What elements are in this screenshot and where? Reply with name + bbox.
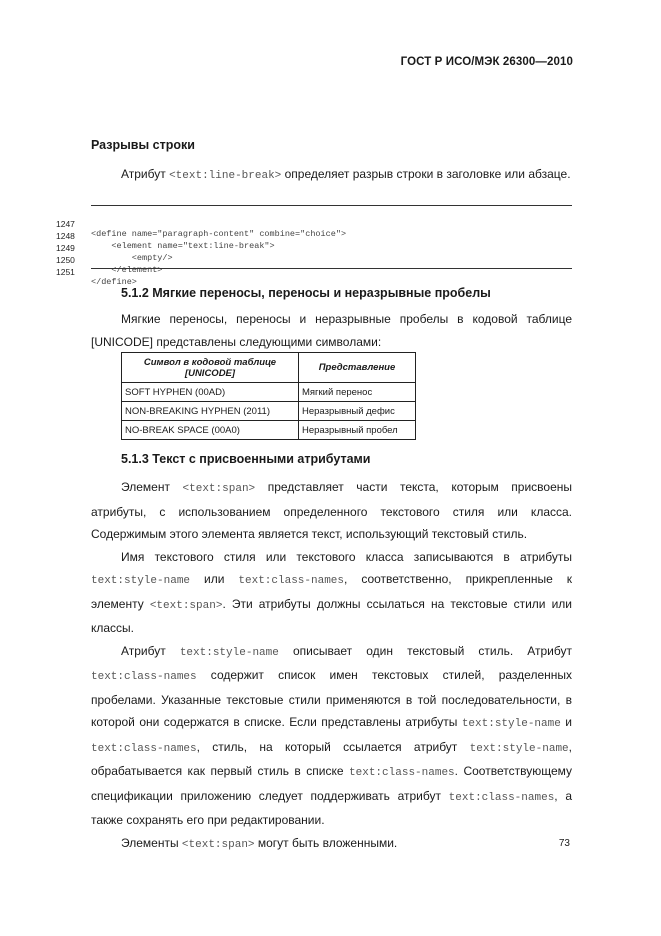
table-cell-symbol: SOFT HYPHEN (00AD) [122, 383, 299, 402]
text-span: , стиль, на который ссылается атрибут [196, 739, 470, 754]
code-inline: text:style-name [179, 646, 279, 659]
table-header-symbol: Символ в кодовой таблице [UNICODE] [122, 353, 299, 383]
paragraph-hyphens-intro [91, 308, 572, 353]
paragraph-style-names [91, 546, 572, 640]
code-inline: <text:span> [181, 838, 255, 851]
text-span: Атрибут [121, 643, 180, 658]
code-inline: text:class-names [91, 742, 197, 755]
text-span: , а также сохранять его при редактировании. [91, 788, 572, 827]
text-span: или [190, 572, 239, 586]
text-span: Атрибут [121, 167, 170, 181]
line-number: 1247 [56, 219, 75, 229]
code-bottom-rule [91, 268, 572, 269]
text-span: могут быть вложенными. [254, 835, 398, 850]
text-span: Элементы [121, 835, 182, 850]
paragraph-span-intro [91, 476, 572, 546]
text-span: . Соответствующему спецификации приложению следует поддерживать атрибут [91, 764, 572, 803]
paragraph-line-break-intro [91, 163, 572, 188]
unicode-symbol-table [121, 352, 416, 440]
code-text: </element> [91, 265, 163, 275]
code-text: <define name="paragraph-content" combine="choice"> [91, 229, 347, 239]
text-span: описывает один текстовый стиль. Атрибут [278, 643, 572, 658]
table-header-representation: Представление [299, 353, 416, 383]
line-number: 1250 [56, 255, 75, 265]
line-number: 1249 [56, 243, 75, 253]
code-inline: text:style-name [91, 575, 191, 587]
paragraph-nesting [91, 832, 572, 857]
page-number: 73 [558, 838, 570, 849]
document-header: ГОСТ Р ИСО/МЭК 26300—2010 [400, 56, 573, 68]
code-inline: <text:span> [182, 483, 256, 495]
text-span: представляет части текста, которым присвоены атрибуты, с использованием определенного текстового стиля или класса. Содержимым этого элемента является текст, использующий текстовый стиль. [91, 480, 572, 541]
text-span: Элемент [121, 480, 183, 494]
table-row [122, 421, 416, 440]
text-span: , обрабатывается как первый стиль в списке [91, 739, 572, 778]
text-span: содержит список имен текстовых стилей, разделенных пробелами. Указанные текстовые стили применяются в той последовательности, в которой они содержатся в списке. Если представлены атрибуты [91, 668, 572, 729]
code-text: <empty/> [91, 253, 173, 263]
section-title-soft-hyphens: 5.1.2 Мягкие переносы, переносы и неразрывные пробелы [121, 286, 491, 300]
line-number: 1251 [56, 267, 75, 277]
code-inline: text:style-name [469, 742, 569, 755]
code-inline: <text:span> [149, 599, 223, 612]
text-span: , соответственно, прикрепленные к элементу [91, 572, 572, 611]
code-top-rule [91, 205, 572, 206]
section-title-line-breaks: Разрывы строки [91, 138, 195, 152]
table-cell-representation: Мягкий перенос [299, 383, 416, 402]
code-text: </define> [91, 277, 137, 287]
section-title-attributed-text: 5.1.3 Текст с присвоенными атрибутами [121, 452, 371, 466]
table-cell-representation: Неразрывный дефис [299, 402, 416, 421]
text-span: определяет разрыв строки в заголовке или абзаце. [281, 167, 571, 181]
code-inline: text:style-name [461, 718, 561, 730]
text-span: . Эти атрибуты должны ссылаться на текстовые стили или классы. [91, 596, 572, 635]
code-text: <element name="text:line-break"> [91, 241, 275, 251]
line-number: 1248 [56, 231, 75, 241]
code-inline: text:class-names [91, 671, 197, 683]
code-inline: text:class-names [349, 767, 455, 779]
code-inline: <text:line-break> [169, 170, 282, 182]
paragraph-style-attribute [91, 640, 572, 832]
table-row [122, 402, 416, 421]
code-inline: text:class-names [448, 791, 555, 804]
table-cell-symbol: NO-BREAK SPACE (00A0) [122, 421, 299, 440]
section3-body [91, 476, 572, 856]
table-cell-representation: Неразрывный пробел [299, 421, 416, 440]
text-span: Имя текстового стиля или текстового класса записываются в атрибуты [121, 549, 572, 564]
text-span: и [560, 715, 572, 729]
table-row [122, 383, 416, 402]
code-inline: text:class-names [238, 575, 345, 587]
text-span: Мягкие переносы, переносы и неразрывные пробелы в кодовой таблице [UNICODE] представлены следующими символами: [91, 312, 572, 349]
table-cell-symbol: NON-BREAKING HYPHEN (2011) [122, 402, 299, 421]
